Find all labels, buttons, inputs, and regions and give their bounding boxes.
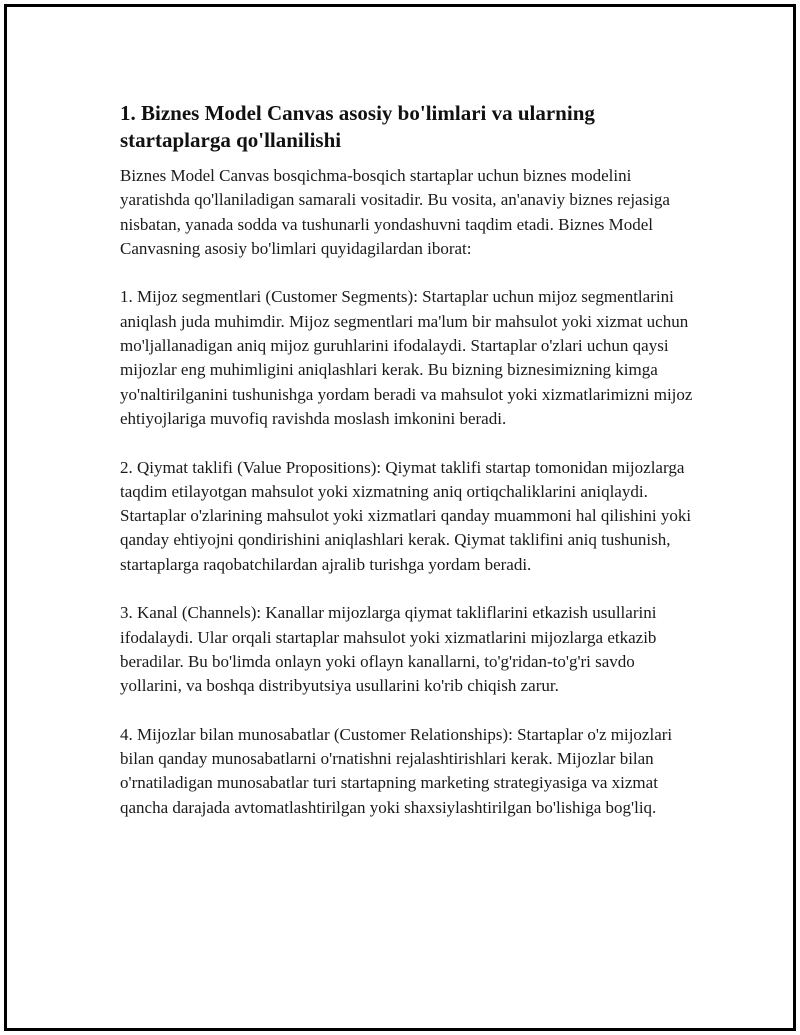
intro-paragraph: Biznes Model Canvas bosqichma-bosqich startaplar uchun biznes modelini yaratishda qo'llaniladigan samarali vositadir. Bu vosita, an'anaviy biznes rejasiga nisbatan, yanada sodda va tushunarli yondashuvni taqdim etadi. Biznes Model Canvasning asosiy bo'limlari quyidagilardan iborat: [120, 166, 670, 258]
customer-relationships-paragraph: 4. Mijozlar bilan munosabatlar (Customer Relationships): Startaplar o'z mijozlari bilan qanday munosabatlarni o'rnatishni rejalashtirishlari kerak. Mijozlar bilan o'rnatiladigan munosabatlar turi startapning marketing strategiyasiga va xizmat qancha darajada avtomatlashtirilgan yoki shaxsiylashtirilgan bo'lishiga bog'liq. [120, 724, 673, 817]
section-heading: 1. Biznes Model Canvas asosiy bo'limlari va ularning startaplarga qo'llanilishi [120, 101, 595, 152]
value-propositions-paragraph: 2. Qiymat taklifi (Value Propositions): Qiymat taklifi startap tomonidan mijozlarga taqdim etilayotgan mahsulot yoki xizmatning aniq ortiqchaliklarini aniqlaydi. Startaplar o'zlarining mahsulot yoki xizmatlari qanday muammoni hal qilishini yoki qanday ehtiyojni qondirishini aniqlashlari kerak. Qiymat taklifini aniq tushunish, startaplarga raqobatchilardan ajralib turishga yordam beradi. [120, 457, 692, 574]
document-body [120, 100, 695, 844]
page-frame [4, 4, 796, 1031]
customer-segments-paragraph: 1. Mijoz segmentlari (Customer Segments): Startaplar uchun mijoz segmentlarini aniqlash juda muhimdir. Mijoz segmentlari ma'lum bir mahsulot yoki xizmat uchun mo'ljallanadigan aniq mijoz guruhlarini ifodalaydi. Startaplar o'zlari uchun qaysi mijozlar eng muhimligini aniqlashlari kerak. Bu bizning biznesimizning kimga yo'naltirilganini tushunishga yordam beradi va mahsulot yoki xizmatlarimizni mijoz ehtiyojlariga muvofiq ravishda moslash imkonini beradi. [120, 287, 693, 428]
channels-paragraph: 3. Kanal (Channels): Kanallar mijozlarga qiymat takliflarini etkazish usullarini ifodalaydi. Ular orqali startaplar mahsulot yoki xizmatlarini mijozlarga etkazib beradilar. Bu bo'limda onlayn yoki oflayn kanallarni, to'g'ridan-to'g'ri savdo yollarini, va boshqa distribyutsiya usullarini ko'rib chiqish zarur. [120, 603, 657, 696]
